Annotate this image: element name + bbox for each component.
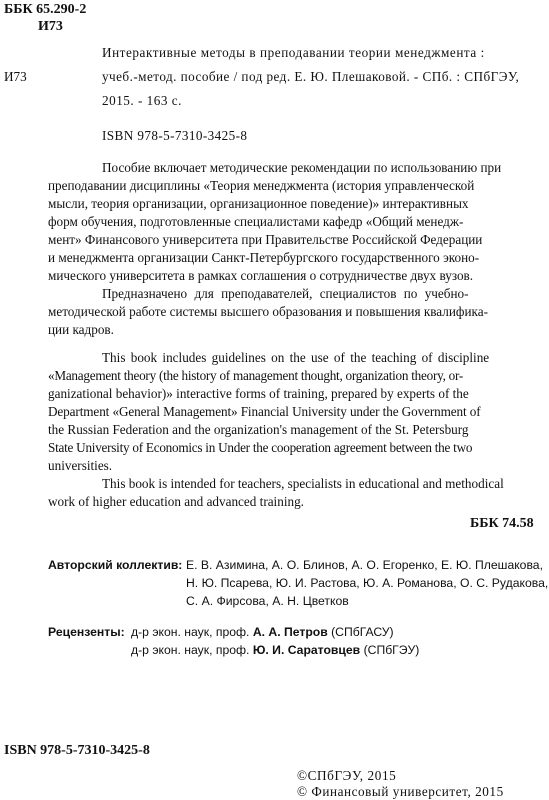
annotation-ru-line: мент» Финансового университета при Правительстве Российской Федерации: [48, 232, 483, 247]
annotation-en-line: the Russian Federation and the organization's management of the St. Petersburg: [48, 422, 469, 437]
copyright-line-2: © Финансовый университет, 2015: [297, 784, 504, 799]
annotation-en-line: work of higher education and advanced training.: [48, 494, 304, 509]
citation-line-1: Интерактивные методы в преподавании теории менеджмента :: [102, 45, 485, 60]
authors-label: Авторский коллектив:: [48, 558, 183, 572]
reviewer-2: [131, 642, 419, 658]
annotation-en-line: ganizational behavior)» interactive forms of training, prepared by experts of the: [48, 386, 469, 401]
authors-line: Е. В. Азимина, А. О. Блинов, А. О. Егоренко, Е. Ю. Плешакова,: [186, 558, 543, 572]
annotation-en-line: universities.: [48, 458, 113, 473]
annotation-en-line: Department «General Management» Financial University under the Government of: [48, 404, 481, 419]
annotation-ru-line: ции кадров.: [48, 322, 114, 337]
annotation-ru-line: преподавании дисциплины «Теория менеджмента (история управленческой: [48, 178, 475, 193]
reviewer-2-prefix: д-р экон. наук, проф.: [131, 643, 250, 657]
side-author-mark: И73: [4, 69, 27, 84]
bbk-code: ББК 65.290-2: [4, 2, 87, 17]
authors-line: Н. Ю. Псарева, Ю. И. Растова, Ю. А. Романова, О. С. Рудакова,: [186, 576, 549, 590]
citation-line-3: 2015. - 163 с.: [102, 93, 182, 108]
annotation-en-line: State University of Economics in Under the cooperation agreement between the two: [48, 440, 473, 455]
reviewer-2-name: Ю. И. Саратовцев: [252, 643, 361, 657]
citation-line-2: учеб.-метод. пособие / под ред. Е. Ю. Плешаковой. - СПб. : СПбГЭУ,: [102, 69, 520, 84]
reviewers-label: Рецензенты:: [48, 625, 125, 639]
authors-line: С. А. Фирсова, А. Н. Цветков: [186, 594, 349, 608]
annotation-ru-line: методической работе системы высшего образования и повышения квалифика-: [48, 304, 488, 319]
reviewer-1: [131, 624, 394, 640]
annotation-en-line: «Management theory (the history of management thought, organization theory, or-: [48, 368, 464, 383]
annotation-ru-line: форм обучения, подготовленные специалистами кафедр «Общий менедж-: [48, 214, 464, 229]
annotation-en-line: This book includes guidelines on the use of the teaching of discipline: [102, 350, 490, 365]
bbk-classification: ББК 74.58: [470, 516, 534, 531]
isbn-bottom: ISBN 978-5-7310-3425-8: [4, 743, 150, 758]
reviewer-2-org: (СПбГЭУ): [363, 643, 420, 657]
annotation-ru-line: мысли, теория организации, организационное поведение)» интерактивных: [48, 196, 469, 211]
copyright-line-1: ©СПбГЭУ, 2015: [297, 768, 397, 783]
annotation-ru-line: Предназначено для преподавателей, специалистов по учебно-: [102, 286, 469, 301]
annotation-ru-line: мического университета в рамках соглашения о сотрудничестве двух вузов.: [48, 268, 474, 283]
annotation-ru-line: и менеджмента организации Санкт-Петербургского государственного эконо-: [48, 250, 480, 265]
annotation-ru-line: Пособие включает методические рекомендации по использованию при: [102, 160, 502, 175]
reviewer-1-prefix: д-р экон. наук, проф.: [131, 625, 250, 639]
citation-isbn: ISBN 978-5-7310-3425-8: [102, 128, 248, 143]
reviewer-1-name: А. А. Петров: [252, 625, 328, 639]
reviewer-1-org: (СПбГАСУ): [331, 625, 394, 639]
annotation-en-line: This book is intended for teachers, specialists in educational and methodical: [102, 476, 504, 491]
author-mark: И73: [38, 19, 63, 34]
